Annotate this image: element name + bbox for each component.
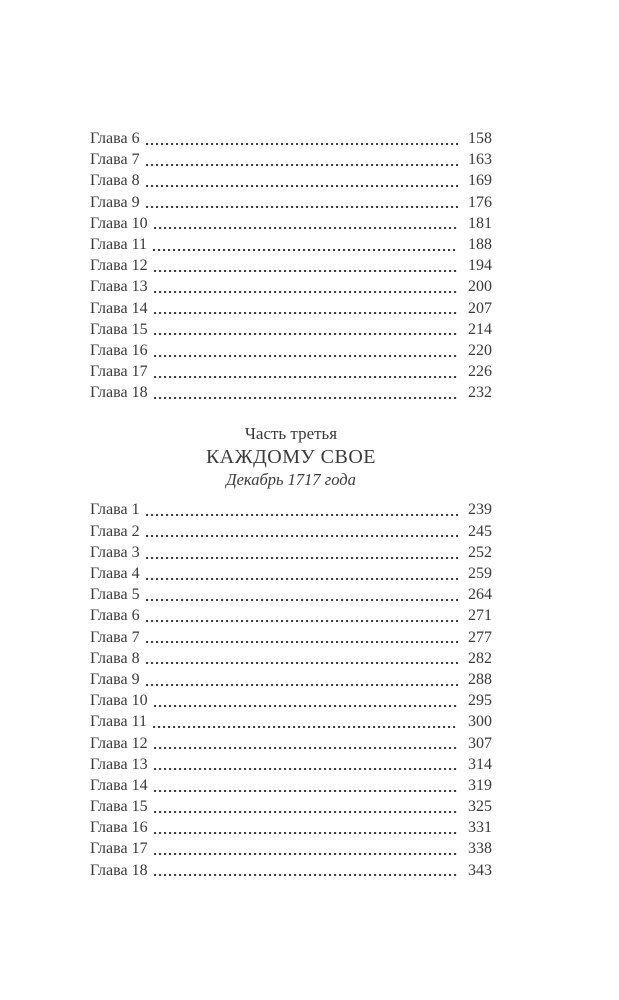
part-label: Часть третья <box>244 424 338 444</box>
toc-entry <box>90 213 492 234</box>
dot-leader <box>154 790 458 792</box>
toc-entry <box>90 521 492 542</box>
part-title: КАЖДОМУ СВОЕ <box>205 446 377 469</box>
dot-leader <box>154 270 458 272</box>
toc-entry <box>90 711 492 732</box>
toc-entry-label: Глава 9 <box>90 193 140 211</box>
toc-entry-label: Глава 16 <box>90 819 148 837</box>
toc-entry-page: 169 <box>468 172 492 190</box>
dot-leader <box>146 185 458 187</box>
dot-leader <box>154 853 458 855</box>
toc-entry-page: 288 <box>468 670 492 688</box>
toc-entry-page: 220 <box>468 341 492 359</box>
toc-entry-label: Глава 9 <box>90 670 140 688</box>
toc-entry-label: Глава 13 <box>90 278 148 296</box>
toc-entry-page: 232 <box>468 384 492 402</box>
dot-leader <box>146 535 458 537</box>
toc-entry <box>90 128 492 149</box>
toc-entry-label: Глава 12 <box>90 734 148 752</box>
toc-entry <box>90 276 492 297</box>
toc-entry-label: Глава 14 <box>90 776 148 794</box>
toc-entry <box>90 838 492 859</box>
dot-leader <box>154 705 458 707</box>
dot-leader <box>154 227 458 229</box>
toc-entry-page: 245 <box>468 522 492 540</box>
dot-leader <box>146 164 458 166</box>
toc-entry-page: 277 <box>468 628 492 646</box>
toc-entry-label: Глава 11 <box>90 713 147 731</box>
toc-entry-page: 319 <box>468 776 492 794</box>
toc-entry-page: 295 <box>468 692 492 710</box>
toc-entry-page: 307 <box>468 734 492 752</box>
dot-leader <box>154 312 458 314</box>
toc-entry-page: 343 <box>468 861 492 879</box>
toc-entry-label: Глава 6 <box>90 607 140 625</box>
toc-entry-label: Глава 8 <box>90 172 140 190</box>
toc-entry-label: Глава 13 <box>90 755 148 773</box>
toc-entry-label: Глава 17 <box>90 363 148 381</box>
dot-leader <box>154 832 458 834</box>
toc-entry-label: Глава 7 <box>90 151 140 169</box>
dot-leader <box>146 684 458 686</box>
dot-leader <box>153 249 458 251</box>
toc-entry-label: Глава 15 <box>90 798 148 816</box>
toc-entry <box>90 627 492 648</box>
toc-entry <box>90 319 492 340</box>
dot-leader <box>154 397 458 399</box>
table-of-contents <box>90 128 492 881</box>
toc-entry-label: Глава 1 <box>90 501 140 519</box>
toc-entry <box>90 340 492 361</box>
toc-entry <box>90 733 492 754</box>
dot-leader <box>146 557 458 559</box>
toc-entry-label: Глава 15 <box>90 320 148 338</box>
dot-leader <box>154 291 458 293</box>
toc-entry-page: 194 <box>468 257 492 275</box>
toc-entry <box>90 754 492 775</box>
toc-entry <box>90 361 492 382</box>
toc-entry-page: 163 <box>468 151 492 169</box>
toc-entry-label: Глава 10 <box>90 214 148 232</box>
dot-leader <box>154 747 458 749</box>
toc-entry-label: Глава 14 <box>90 299 148 317</box>
toc-entry-page: 271 <box>468 607 492 625</box>
toc-entry-page: 158 <box>468 130 492 147</box>
section-heading <box>90 423 492 491</box>
toc-entry <box>90 817 492 838</box>
toc-entry-label: Глава 12 <box>90 257 148 275</box>
dot-leader <box>146 641 458 643</box>
toc-entry <box>90 584 492 605</box>
toc-entry <box>90 382 492 403</box>
toc-entry-page: 226 <box>468 363 492 381</box>
toc-entry <box>90 563 492 584</box>
dot-leader <box>154 768 458 770</box>
toc-entry-label: Глава 8 <box>90 649 140 667</box>
toc-entry-page: 214 <box>468 320 492 338</box>
toc-entry-label: Глава 18 <box>90 384 148 402</box>
toc-entry <box>90 499 492 520</box>
dot-leader <box>153 726 458 728</box>
dot-leader <box>146 620 458 622</box>
toc-entry <box>90 648 492 669</box>
toc-entry <box>90 170 492 191</box>
toc-list <box>90 128 492 403</box>
toc-entry <box>90 255 492 276</box>
toc-entry-page: 282 <box>468 649 492 667</box>
toc-entry-page: 252 <box>468 543 492 561</box>
toc-entry <box>90 669 492 690</box>
toc-entry-page: 200 <box>468 278 492 296</box>
toc-list <box>90 499 492 880</box>
toc-entry-page: 207 <box>468 299 492 317</box>
toc-entry-page: 331 <box>468 819 492 837</box>
dot-leader <box>154 333 458 335</box>
toc-entry-label: Глава 11 <box>90 235 147 253</box>
toc-entry-label: Глава 7 <box>90 628 140 646</box>
toc-entry-page: 338 <box>468 840 492 858</box>
toc-entry-page: 300 <box>468 713 492 731</box>
part-subtitle: Декабрь 1717 года <box>226 470 356 490</box>
toc-entry <box>90 298 492 319</box>
toc-entry-label: Глава 3 <box>90 543 140 561</box>
toc-entry-label: Глава 5 <box>90 586 140 604</box>
dot-leader <box>154 874 458 876</box>
toc-entry-label: Глава 10 <box>90 692 148 710</box>
toc-entry-label: Глава 4 <box>90 565 140 582</box>
toc-entry <box>90 149 492 170</box>
toc-entry <box>90 796 492 817</box>
toc-entry-page: 314 <box>468 755 492 773</box>
dot-leader <box>154 811 458 813</box>
toc-entry <box>90 605 492 626</box>
dot-leader <box>154 355 458 357</box>
toc-entry-page: 325 <box>468 798 492 816</box>
toc-entry <box>90 775 492 796</box>
toc-entry <box>90 192 492 213</box>
toc-entry-label: Глава 16 <box>90 341 148 359</box>
dot-leader <box>154 376 458 378</box>
toc-entry-page: 176 <box>468 193 492 211</box>
toc-entry <box>90 234 492 255</box>
toc-entry-label: Глава 2 <box>90 522 140 540</box>
dot-leader <box>146 662 458 664</box>
dot-leader <box>146 206 458 208</box>
toc-entry <box>90 690 492 711</box>
toc-entry-label: Глава 17 <box>90 840 148 858</box>
toc-entry-page: 264 <box>468 586 492 604</box>
dot-leader <box>146 143 458 145</box>
toc-entry <box>90 860 492 881</box>
toc-entry-page: 259 <box>468 565 492 582</box>
dot-leader <box>146 599 458 601</box>
toc-entry-page: 239 <box>468 501 492 519</box>
toc-entry <box>90 542 492 563</box>
toc-entry-page: 188 <box>468 235 492 253</box>
dot-leader <box>146 514 458 516</box>
toc-entry-label: Глава 6 <box>90 130 140 147</box>
toc-entry-page: 181 <box>468 214 492 232</box>
toc-entry-label: Глава 18 <box>90 861 148 879</box>
dot-leader <box>146 578 458 580</box>
